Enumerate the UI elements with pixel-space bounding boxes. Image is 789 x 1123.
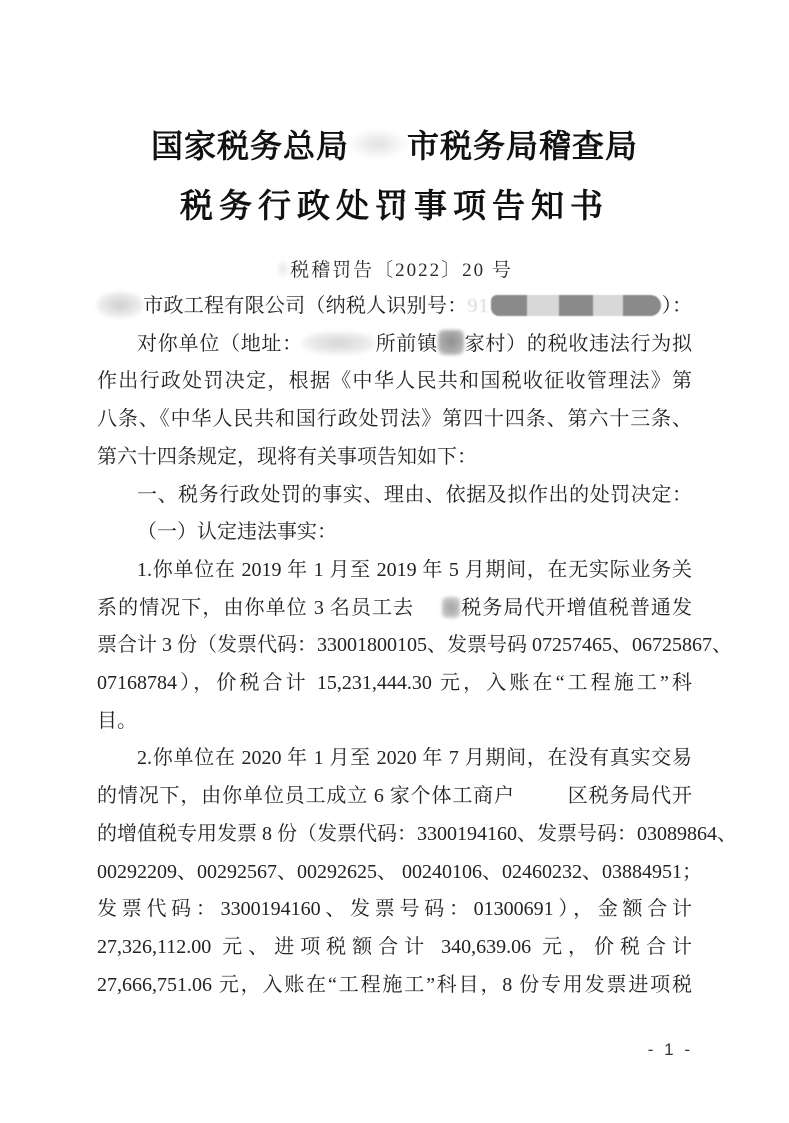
doc-line: 2.你单位在 2020 年 1 月至 2020 年 7 月期间，在没有真实交易 (137, 747, 692, 770)
redacted-district-gap (515, 792, 567, 802)
doc-line (97, 326, 692, 364)
redacted-district-smudge (303, 332, 375, 354)
title-issuer-right: 市税务局稽查局 (407, 128, 639, 164)
doc-line-section-heading: 一、税务行政处罚的事实、理由、依据及拟作出的处罚决定： (137, 483, 692, 506)
page-title-line2: 税务行政处罚事项告知书 (180, 189, 609, 225)
redaction-bar-dark (559, 295, 593, 316)
title-issuer-left: 国家税务总局 (150, 128, 349, 164)
redaction-bar-light (593, 295, 623, 316)
fact1-text: 系的情况下，由你单位 3 名员工去 (97, 596, 415, 619)
doc-line: 00292209、00292567、00292625、 00240106、02460232、03884951； (97, 860, 702, 883)
doc-line: 发票代码：3300194160、发票号码：01300691），金额合计 (97, 898, 692, 921)
doc-line: 07168784），价税合计 15,231,444.30 元，入账在“工程施工”科 (97, 672, 692, 695)
redacted-village-smudge (438, 330, 464, 355)
doc-line: 27,666,751.06 元，入账在“工程施工”科目，8 份专用发票进项税 (97, 973, 692, 996)
salutation-close: ）： (661, 295, 693, 317)
doc-line: 八条、《中华人民共和国行政处罚法》第四十四条、第六十三条、 (97, 408, 692, 431)
address-close: 家村）的税收违法行为拟 (463, 332, 693, 355)
doc-number-text: 税稽罚告〔2022〕20 号 (290, 260, 513, 281)
address-open: 对你单位（地址： (137, 332, 303, 355)
page-number: - 1 - (647, 1040, 693, 1059)
doc-line-salutation (97, 288, 692, 326)
page-title-line1 (0, 121, 789, 167)
doc-number-ghost-smudge (276, 259, 290, 279)
doc-line: 1.你单位在 2019 年 1 月至 2019 年 5 月期间，在无实际业务关 (137, 558, 692, 581)
fact2-text: 的情况下，由你单位员工成立 6 家个体工商户 (97, 785, 515, 808)
doc-line: 的增值税专用发票 8 份（发票代码：3300194160、发票号码：03089864、 (97, 822, 737, 845)
redacted-city-smudge (351, 130, 405, 158)
doc-line (97, 590, 692, 628)
doc-line-subsection-heading: （一）认定违法事实： (137, 521, 337, 544)
redaction-bar-light (527, 295, 559, 316)
doc-line: 第六十四条规定，现将有关事项告知如下： (97, 445, 477, 468)
redacted-tax-id (467, 288, 661, 326)
document-body (97, 288, 737, 1004)
fact2-text: 区税务局代开 (566, 785, 693, 808)
redacted-bureau-smudge (442, 597, 460, 618)
doc-line: 27,326,112.00 元、进项税额合计 340,639.06 元，价税合计 (97, 935, 692, 958)
redacted-company-prefix-smudge (97, 292, 143, 318)
company-name: 市政工程有限公司（纳税人识别号： (143, 295, 468, 317)
redaction-bar-dark (491, 295, 527, 316)
doc-line (97, 778, 692, 816)
doc-number (0, 255, 789, 282)
taxid-ghost-digits: 91 (467, 295, 490, 317)
doc-line: 目。 (97, 709, 137, 732)
doc-line: 作出行政处罚决定，根据《中华人民共和国税收征收管理法》第 (97, 370, 692, 393)
doc-line: 票合计 3 份（发票代码：33001800105、发票号码 07257465、06725867、 (97, 634, 732, 657)
address-town: 所前镇 (374, 332, 438, 355)
redaction-bar-dark (623, 295, 661, 316)
fact1-text: 税务局代开增值税普通发 (460, 596, 693, 619)
